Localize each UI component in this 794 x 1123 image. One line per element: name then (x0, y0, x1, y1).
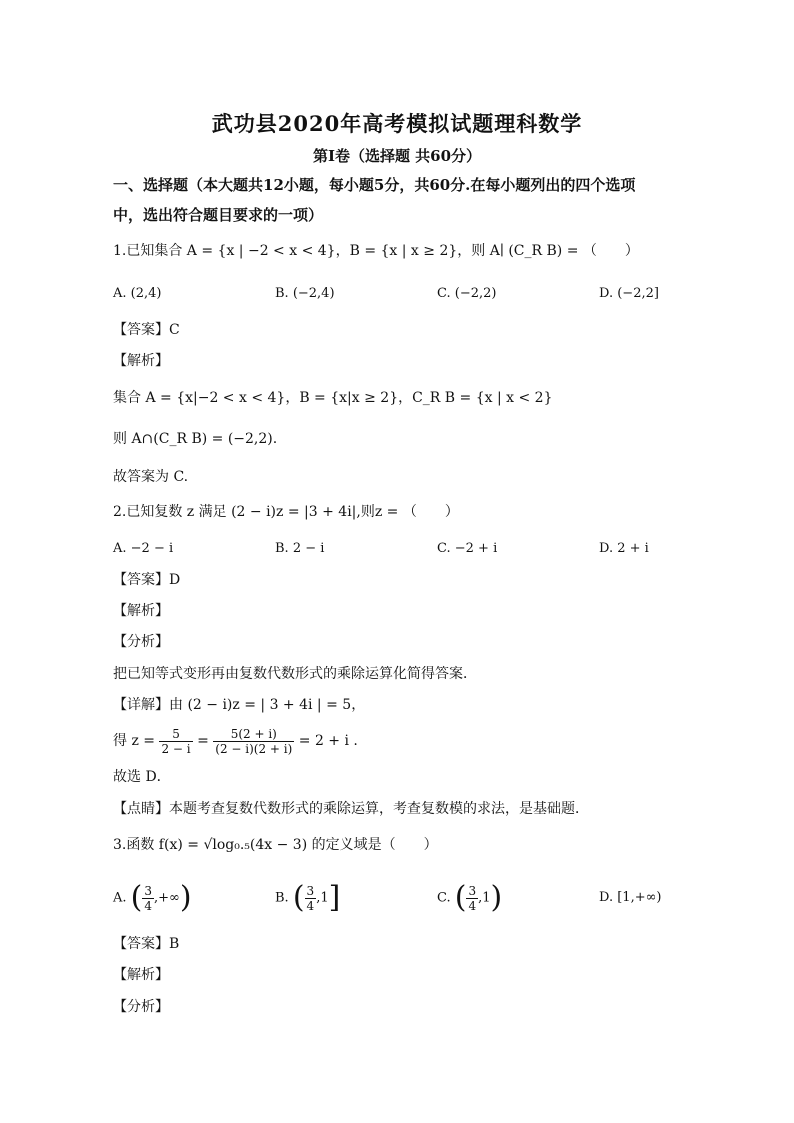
q3-option-b-fraction (305, 884, 317, 913)
q3-fenxi-label: 【分析】 (113, 999, 169, 1015)
q3-option-b-left-bracket: ( (292, 880, 305, 915)
q3-option-b-right-bracket: ] (328, 880, 341, 915)
q1-option-b: B. (−2,4) (275, 286, 335, 301)
q1-analysis-line: 故答案为 C. (113, 469, 189, 485)
q1-analysis-label: 【解析】 (113, 353, 169, 369)
q3-option-b-tail: ,1 (316, 890, 329, 906)
q2-fraction-1 (159, 727, 192, 756)
q2-fraction-1-denominator: 2 − i (161, 741, 191, 756)
q3-option-b-denominator: 4 (306, 898, 315, 913)
q3-option-b-numerator: 3 (306, 883, 315, 898)
q2-stem: 2.已知复数 z 满足 (2 − i)z = |3 + 4i|,则z = （ ） (113, 504, 459, 520)
q2-fenxi-label: 【分析】 (113, 634, 169, 650)
q2-derive-suffix: = 2 + i . (298, 733, 358, 749)
q3-option-a-numerator: 3 (144, 883, 153, 898)
q3-option-c-tail: ,1 (478, 890, 491, 906)
q2-fenxi-text: 把已知等式变形再由复数代数形式的乘除运算化简得答案． (113, 666, 477, 682)
q2-fraction-1-numerator: 5 (159, 727, 192, 742)
q3-option-c (437, 878, 502, 919)
q1-option-d: D. (−2,2] (599, 286, 659, 301)
q3-option-a (113, 878, 192, 919)
q3-option-c-label: C. (437, 890, 451, 906)
q2-analysis-label: 【解析】 (113, 603, 169, 619)
q3-option-b (275, 878, 340, 919)
q3-option-c-numerator: 3 (468, 883, 477, 898)
q3-option-a-right-bracket: ) (179, 880, 192, 915)
q2-option-a: A. −2 − i (113, 541, 174, 556)
q2-derivation (113, 723, 358, 759)
q2-comment: 【点睛】本题考查复数代数形式的乘除运算，考查复数模的求法，是基础题． (113, 801, 589, 817)
q3-stem: 3.函数 f(x) = √log₀.₅(4x − 3) 的定义域是（ ） (113, 837, 438, 853)
q1-option-a: A. (2,4) (113, 286, 162, 301)
section-heading-line1: 一、选择题（本大题共12小题，每小题5分，共60分.在每小题列出的四个选项 (113, 176, 636, 194)
q2-answer: 【答案】D (113, 572, 181, 588)
q2-fraction-2 (213, 727, 294, 756)
q1-analysis-line: 则 A∩(C_R B) = (−2,2). (113, 431, 278, 447)
q1-analysis-line: 集合 A = {x|−2 < x < 4}，B = {x|x ≥ 2}，C_R B = {x | x < 2} (113, 390, 553, 406)
q2-option-c: C. −2 + i (437, 541, 498, 556)
q3-analysis-label: 【解析】 (113, 967, 169, 983)
q2-equals-sign: = (197, 733, 209, 749)
q2-fraction-2-denominator: (2 − i)(2 + i) (215, 741, 293, 756)
q3-answer: 【答案】B (113, 936, 180, 952)
q2-choose: 故选 D． (113, 769, 171, 785)
q3-option-b-label: B. (275, 890, 289, 906)
q1-answer: 【答案】C (113, 322, 180, 338)
q3-option-d-value: [1,+∞) (617, 890, 662, 905)
section-heading-line2: 中，选出符合题目要求的一项） (113, 206, 324, 224)
q1-stem: 1.已知集合 A = {x | −2 < x < 4}，B = {x | x ≥ 2}，则 A∣ (C_R B) = （ ） (113, 243, 639, 259)
q3-option-a-denominator: 4 (144, 898, 153, 913)
q3-option-c-fraction (466, 884, 478, 913)
q1-option-c: C. (−2,2) (437, 286, 497, 301)
q2-option-d: D. 2 + i (599, 541, 649, 556)
q3-option-d (599, 878, 662, 918)
page-title: 武功县2020年高考模拟试题理科数学 (211, 111, 583, 136)
q3-option-a-fraction (142, 884, 154, 913)
q2-fraction-2-numerator: 5(2 + i) (213, 727, 294, 742)
q3-option-c-right-bracket: ) (490, 880, 503, 915)
q3-option-a-label: A. (113, 890, 127, 906)
q3-option-d-label: D. (599, 890, 614, 905)
q2-option-b: B. 2 − i (275, 541, 325, 556)
q3-option-a-left-bracket: ( (130, 880, 143, 915)
q3-option-c-denominator: 4 (468, 898, 477, 913)
q3-option-c-left-bracket: ( (454, 880, 467, 915)
page-subtitle: 第Ⅰ卷（选择题 共60分） (312, 147, 482, 165)
q2-detail: 【详解】由 (2 − i)z = | 3 + 4i | = 5， (113, 697, 366, 713)
q2-derive-prefix: 得 z = (113, 733, 156, 749)
q3-option-a-tail: ,+∞ (154, 890, 180, 906)
